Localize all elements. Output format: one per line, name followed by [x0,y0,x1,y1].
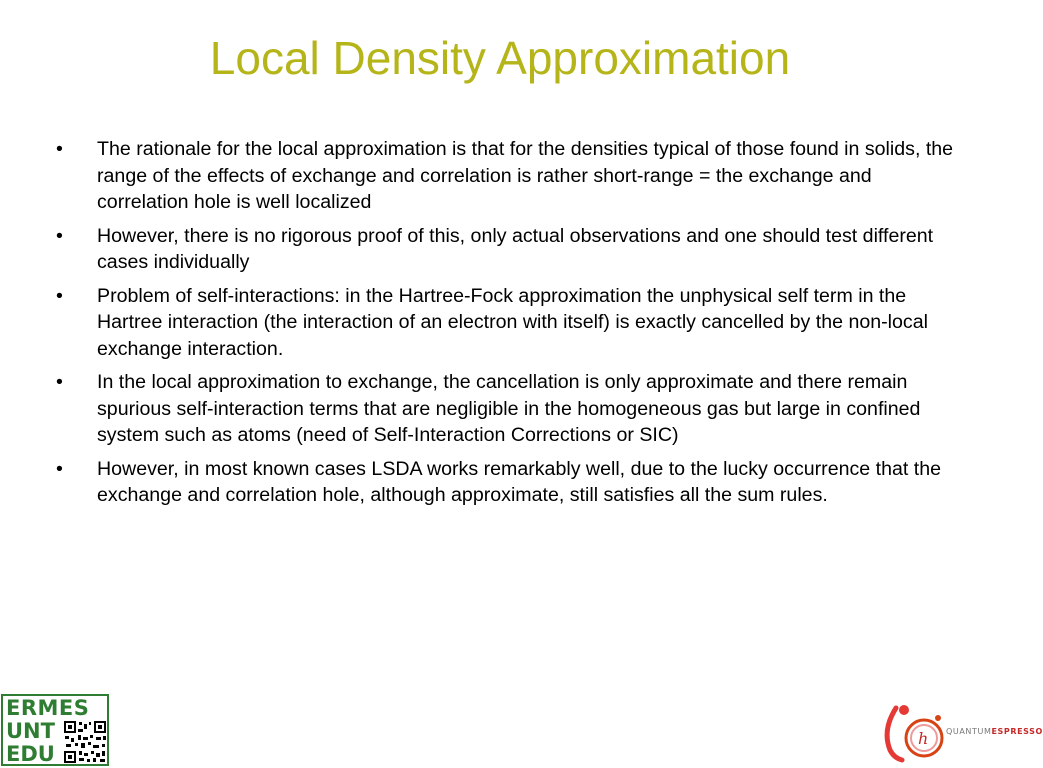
svg-text:h: h [918,729,929,748]
bullet-item [56,456,966,509]
bullet-dot: • [56,138,63,160]
qr-code-icon [63,720,107,764]
bullet-item [56,136,966,216]
bullet-list [56,136,966,516]
bullet-dot: • [56,224,63,247]
ermes-logo-line2: UNT [6,719,55,743]
ermes-logo [1,694,109,766]
bullet-item [56,369,966,449]
ermes-logo-line3: EDU [6,742,55,766]
ermes-logo-line1: ERMES [6,696,90,720]
quantum-espresso-wordmark-part1: QUANTUM [946,727,992,736]
quantum-espresso-icon [880,700,946,768]
bullet-text: The rationale for the local approximation is that for the densities typical of those found in solids, the range of the effects of exchange and correlation is rather short-range = the exchange and correlation hole is well localized [97,138,954,213]
slide-title: Local Density Approximation [209,32,791,84]
quantum-espresso-wordmark [946,727,1043,736]
bullet-text: However, in most known cases LSDA works remarkably well, due to the lucky occurrence that the exchange and correlation hole, although approximate, still satisfies all the sum rules. [97,457,941,506]
bullet-text: In the local approximation to exchange, the cancellation is only approximate and there remain spurious self-interaction terms that are negligible in the homogeneous gas but large in confined system such as atoms (need of Self-Interaction Corrections or SIC) [97,371,921,446]
bullet-item [56,283,966,363]
bullet-item [56,223,966,276]
bullet-text: Problem of self-interactions: in the Hartree-Fock approximation the unphysical self term in the Hartree interaction (the interaction of an electron with itself) is exactly cancelled by the non-local exchange interaction. [97,284,928,360]
bullet-dot: • [56,457,63,480]
bullet-text: However, there is no rigorous proof of this, only actual observations and one should test different cases individually [97,224,934,273]
quantum-espresso-logo [880,700,1043,768]
bullet-dot: • [56,284,63,307]
quantum-espresso-wordmark-part2: ESPRESSO [991,727,1043,736]
bullet-dot: • [56,371,63,393]
